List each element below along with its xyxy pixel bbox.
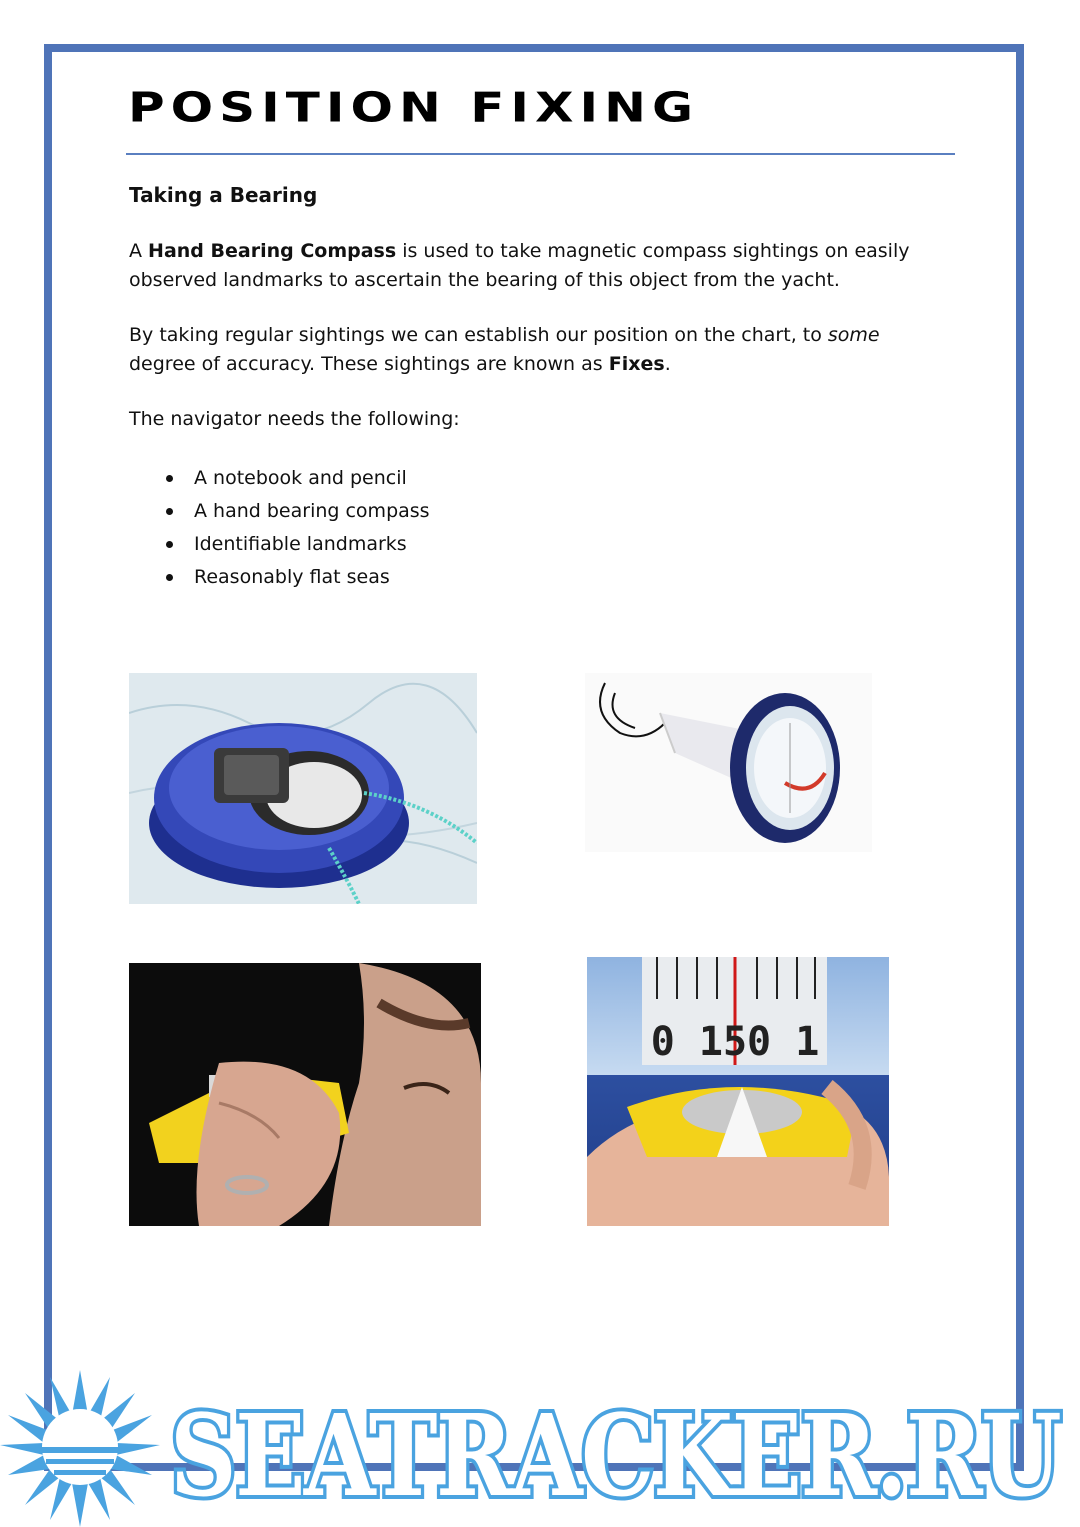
section-heading: Taking a Bearing bbox=[129, 183, 318, 207]
bullet-icon bbox=[166, 475, 173, 482]
para2-text-middle: degree of accuracy. These sightings are known as bbox=[129, 353, 609, 375]
watermark-seatracker bbox=[0, 1365, 1080, 1527]
paragraph-navigator-needs: The navigator needs the following: bbox=[129, 408, 460, 430]
watermark-text: SEATRACKER.RU bbox=[170, 1391, 1061, 1522]
list-item-text: Identifiable landmarks bbox=[194, 533, 407, 555]
sun-logo-icon bbox=[0, 1370, 160, 1527]
list-item bbox=[129, 561, 430, 594]
title-divider bbox=[126, 153, 955, 155]
page-title: POSITION FIXING bbox=[128, 84, 700, 132]
compass-scale-readout: 0 150 1 bbox=[650, 1019, 820, 1065]
para1-bold-term: Hand Bearing Compass bbox=[148, 240, 397, 262]
list-item bbox=[129, 495, 430, 528]
bullet-icon bbox=[166, 541, 173, 548]
list-item-text: Reasonably flat seas bbox=[194, 566, 390, 588]
list-item bbox=[129, 528, 430, 561]
paragraph-hand-bearing-compass bbox=[129, 237, 949, 295]
para2-italic-term: some bbox=[827, 324, 880, 346]
photo-handheld-dome-compass bbox=[585, 673, 872, 852]
photo-yellow-compass-over-sea bbox=[587, 957, 889, 1226]
bullet-icon bbox=[166, 574, 173, 581]
para1-text-end: is used to take magnetic compass sightings on easily observed landmarks to ascertain the bearing of this object from the yacht. bbox=[129, 240, 910, 291]
photo-person-sighting-yellow-compass bbox=[129, 963, 481, 1226]
list-item-text: A hand bearing compass bbox=[194, 500, 430, 522]
photo-blue-compass-on-chart bbox=[129, 673, 477, 904]
para2-bold-term: Fixes bbox=[608, 353, 665, 375]
para2-text-end: . bbox=[664, 353, 671, 375]
para2-text-start: By taking regular sightings we can establish our position on the chart, to bbox=[129, 324, 828, 346]
paragraph-fixes bbox=[129, 321, 949, 379]
requirements-list bbox=[129, 462, 430, 594]
list-item bbox=[129, 462, 430, 495]
list-item-text: A notebook and pencil bbox=[194, 467, 407, 489]
para1-text-start: A bbox=[129, 240, 149, 262]
bullet-icon bbox=[166, 508, 173, 515]
